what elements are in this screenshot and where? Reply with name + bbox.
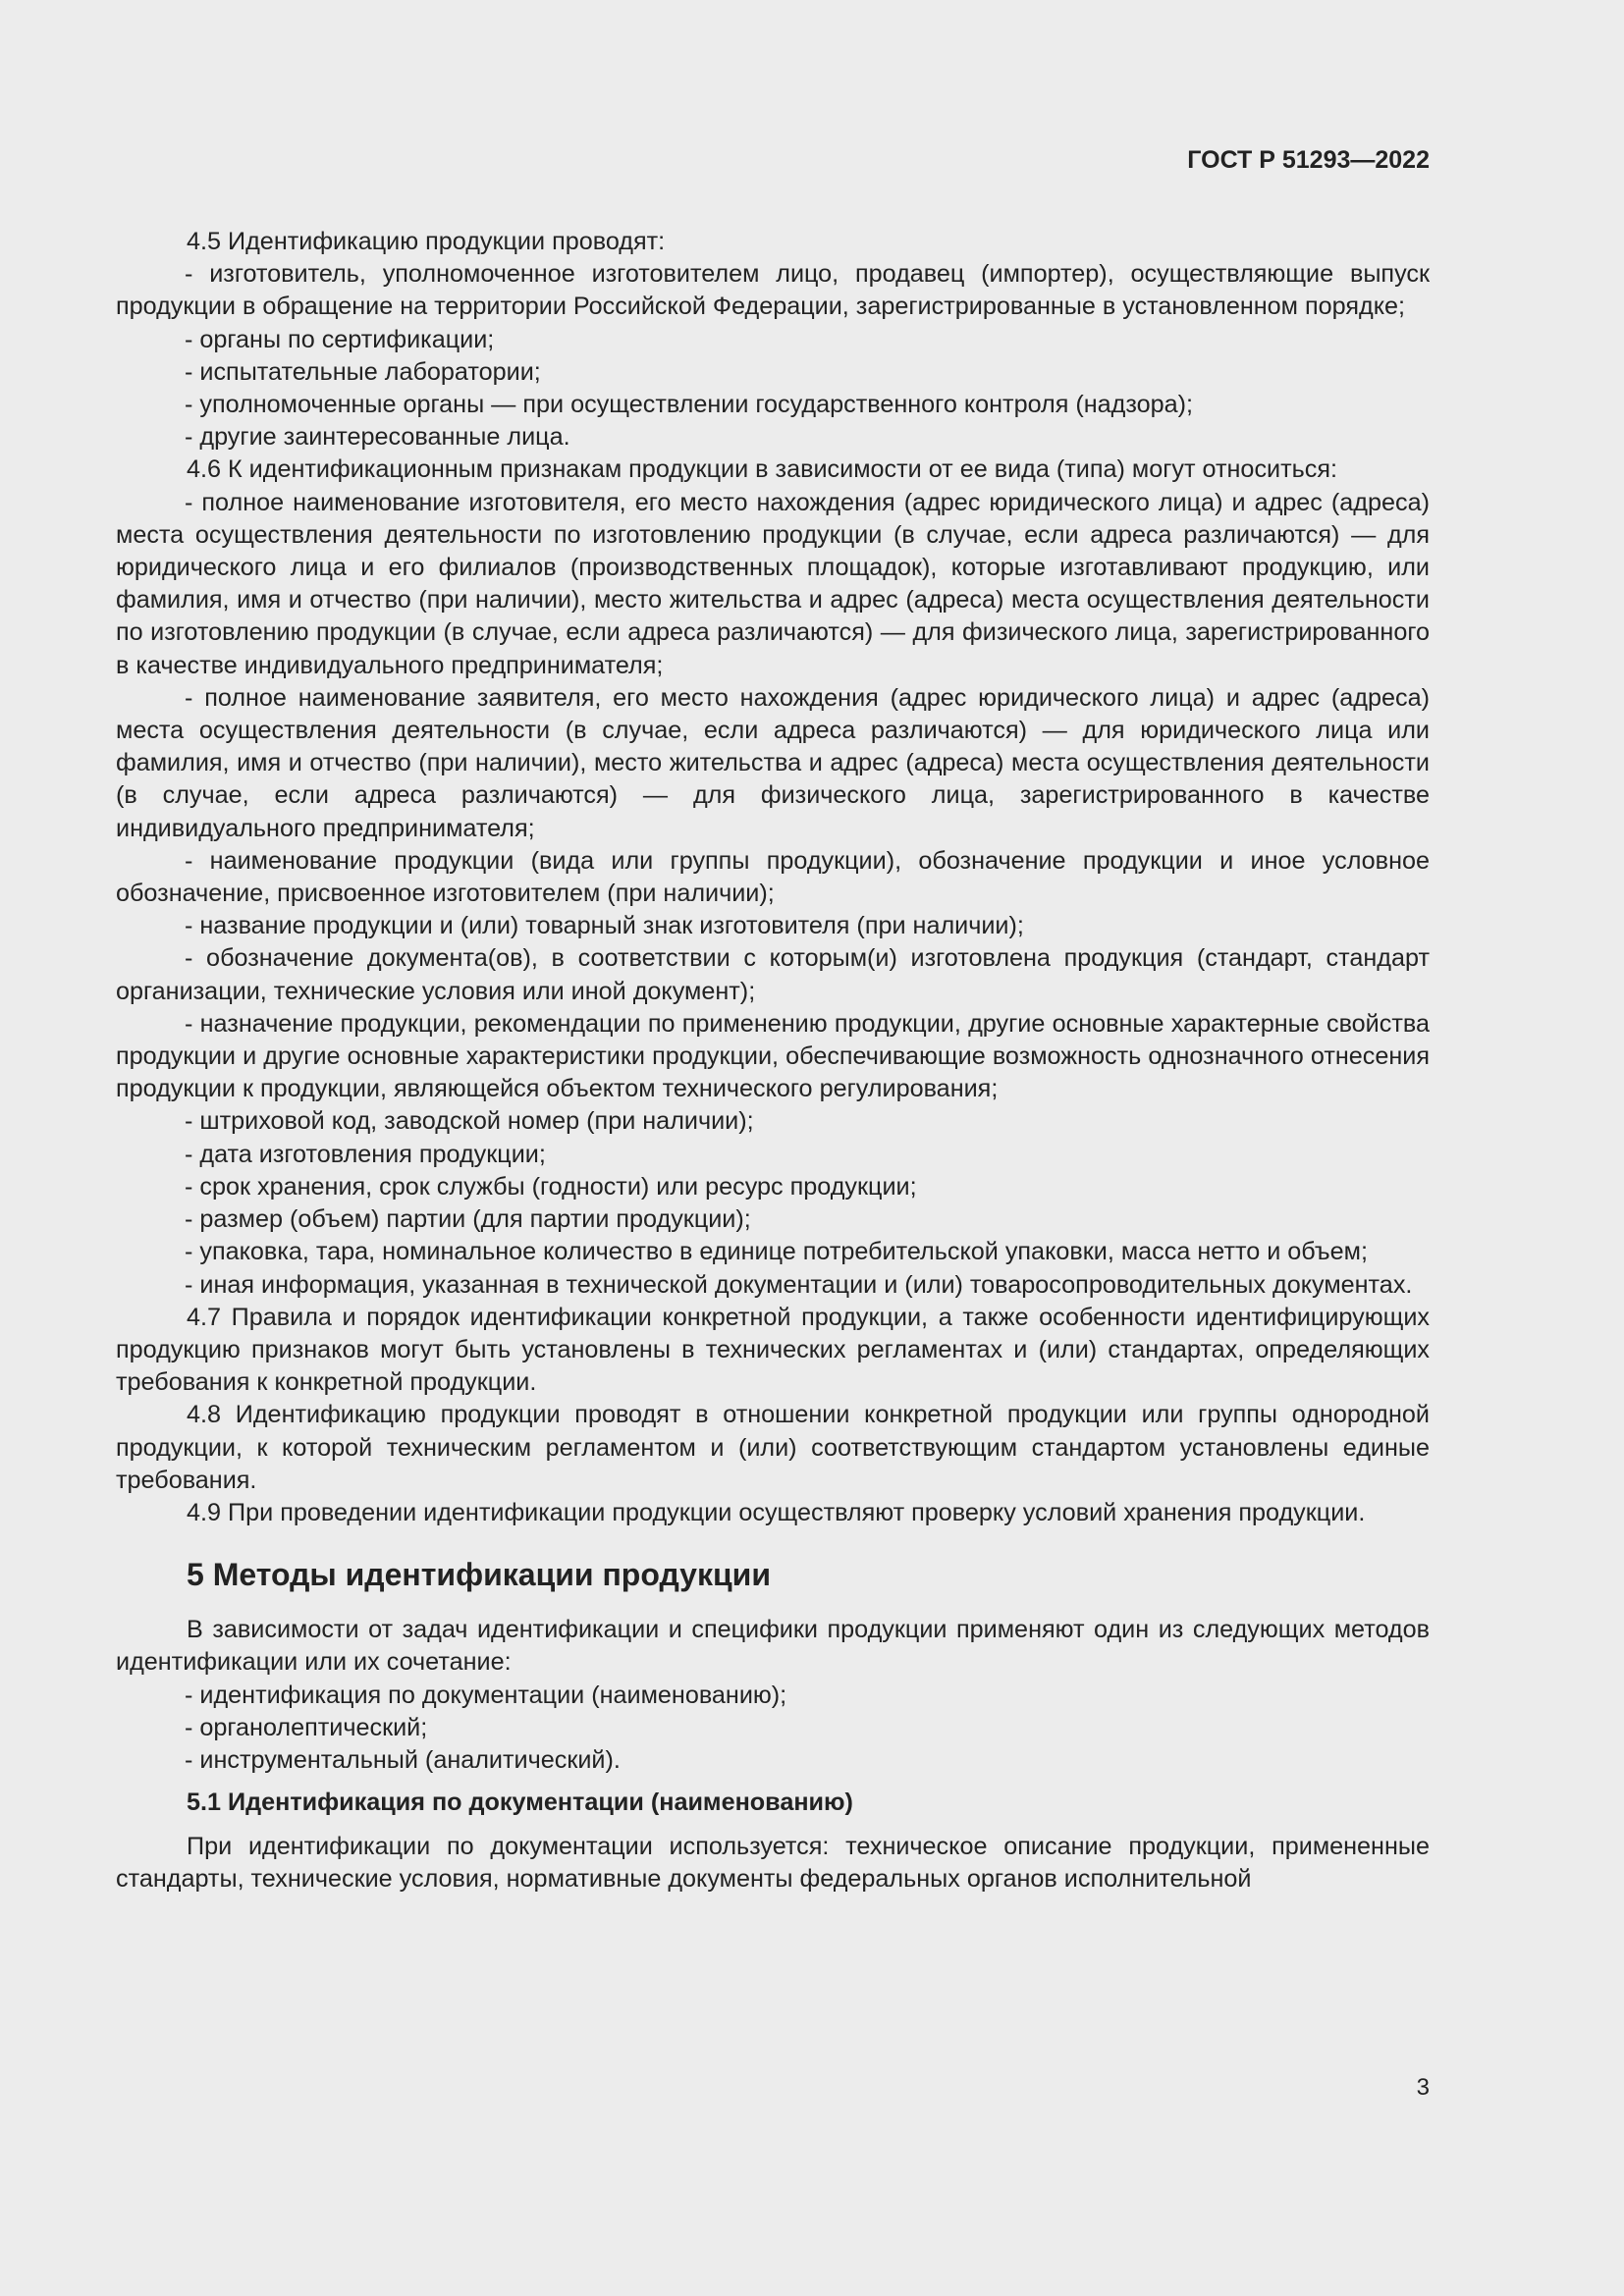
list-item: - уполномоченные органы — при осуществлении государственного контроля (надзора);: [185, 391, 1194, 419]
document-body: [116, 226, 1430, 1896]
list-item: - полное наименование заявителя, его место нахождения (адрес юридического лица) и адрес (адреса) места осуществления деятельности (в случае, если адреса различаются) — для юридического лица или фамилия, имя и отчество (при наличии), место жительства и адрес (адреса) места осуществления деятельности (в случае, если адреса различаются) — для физического лица, зарегистрированного в качестве индивидуального предпринимателя;: [116, 683, 1430, 842]
list-item: - размер (объем) партии (для партии продукции);: [185, 1205, 751, 1234]
list-item: - обозначение документа(ов), в соответствии с которым(и) изготовлена продукция (стандарт, стандарт организации, технические условия или иной документ);: [116, 944, 1430, 1005]
list-item: - назначение продукции, рекомендации по применению продукции, другие основные характерные свойства продукции и другие основные характеристики продукции, обеспечивающие возможность однозначного отнесения продукции к продукции, являющейся объектом технического регулирования;: [116, 1009, 1430, 1103]
page-number: 3: [1416, 2074, 1430, 2101]
clause-4-8: 4.8 Идентификацию продукции проводят в отношении конкретной продукции или группы однородной продукции, к которой техническим регламентом и (или) соответствующим стандартом установлены единые требования.: [116, 1401, 1430, 1494]
clause-4-5: 4.5 Идентификацию продукции проводят:: [187, 228, 666, 255]
document-id-header: ГОСТ Р 51293—2022: [1187, 146, 1430, 174]
list-item: - иная информация, указанная в технической документации и (или) товаросопроводительных документах.: [185, 1270, 1413, 1299]
list-item: - идентификация по документации (наименованию);: [185, 1681, 787, 1709]
list-item: - органы по сертификации;: [185, 325, 495, 353]
list-item: - изготовитель, уполномоченное изготовителем лицо, продавец (импортер), осуществляющие выпуск продукции в обращение на территории Российской Федерации, зарегистрированные в установленном порядке;: [116, 260, 1430, 321]
subsection-5-1-heading: 5.1 Идентификация по документации (наименованию): [187, 1789, 853, 1817]
clause-4-6: 4.6 К идентификационным признакам продукции в зависимости от ее вида (типа) могут относиться:: [187, 455, 1337, 484]
section-5-intro: В зависимости от задач идентификации и специфики продукции применяют один из следующих методов идентификации или их сочетание:: [116, 1616, 1430, 1677]
list-item: - испытательные лаборатории;: [185, 357, 541, 386]
clause-4-9: 4.9 При проведении идентификации продукции осуществляют проверку условий хранения продукции.: [187, 1498, 1366, 1526]
list-item: - название продукции и (или) товарный знак изготовителя (при наличии);: [185, 912, 1024, 940]
list-item: - наименование продукции (вида или группы продукции), обозначение продукции и иное условное обозначение, присвоенное изготовителем (при наличии);: [116, 846, 1430, 908]
list-item: - упаковка, тара, номинальное количество в единице потребительской упаковки, масса нетто и объем;: [185, 1238, 1368, 1266]
list-item: - штриховой код, заводской номер (при наличии);: [185, 1107, 754, 1136]
list-item: - другие заинтересованные лица.: [185, 423, 570, 452]
list-item: - полное наименование изготовителя, его место нахождения (адрес юридического лица) и адрес (адреса) места осуществления деятельности по изготовлению продукции (в случае, если адреса различаются) — для юридического лица и его филиалов (производственных площадок), которые изготавливают продукцию, или фамилия, имя и отчество (при наличии), место жительства и адрес (адреса) места осуществления деятельности по изготовлению продукции (в случае, если адреса различаются) — для физического лица, зарегистрированного в качестве индивидуального предпринимателя;: [116, 488, 1430, 679]
section-5-heading: 5 Методы идентификации продукции: [187, 1557, 771, 1593]
list-item: - срок хранения, срок службы (годности) или ресурс продукции;: [185, 1172, 917, 1201]
subsection-5-1-text: При идентификации по документации используется: техническое описание продукции, примененные стандарты, технические условия, нормативные документы федеральных органов исполнительной: [116, 1833, 1430, 1894]
list-item: - дата изготовления продукции;: [185, 1140, 546, 1168]
clause-4-7: 4.7 Правила и порядок идентификации конкретной продукции, а также особенности идентифицирующих продукцию признаков могут быть установлены в технических регламентах и (или) стандартах, определяющих требования к конкретной продукции.: [116, 1303, 1430, 1397]
list-item: - органолептический;: [185, 1713, 428, 1741]
list-item: - инструментальный (аналитический).: [185, 1745, 621, 1774]
